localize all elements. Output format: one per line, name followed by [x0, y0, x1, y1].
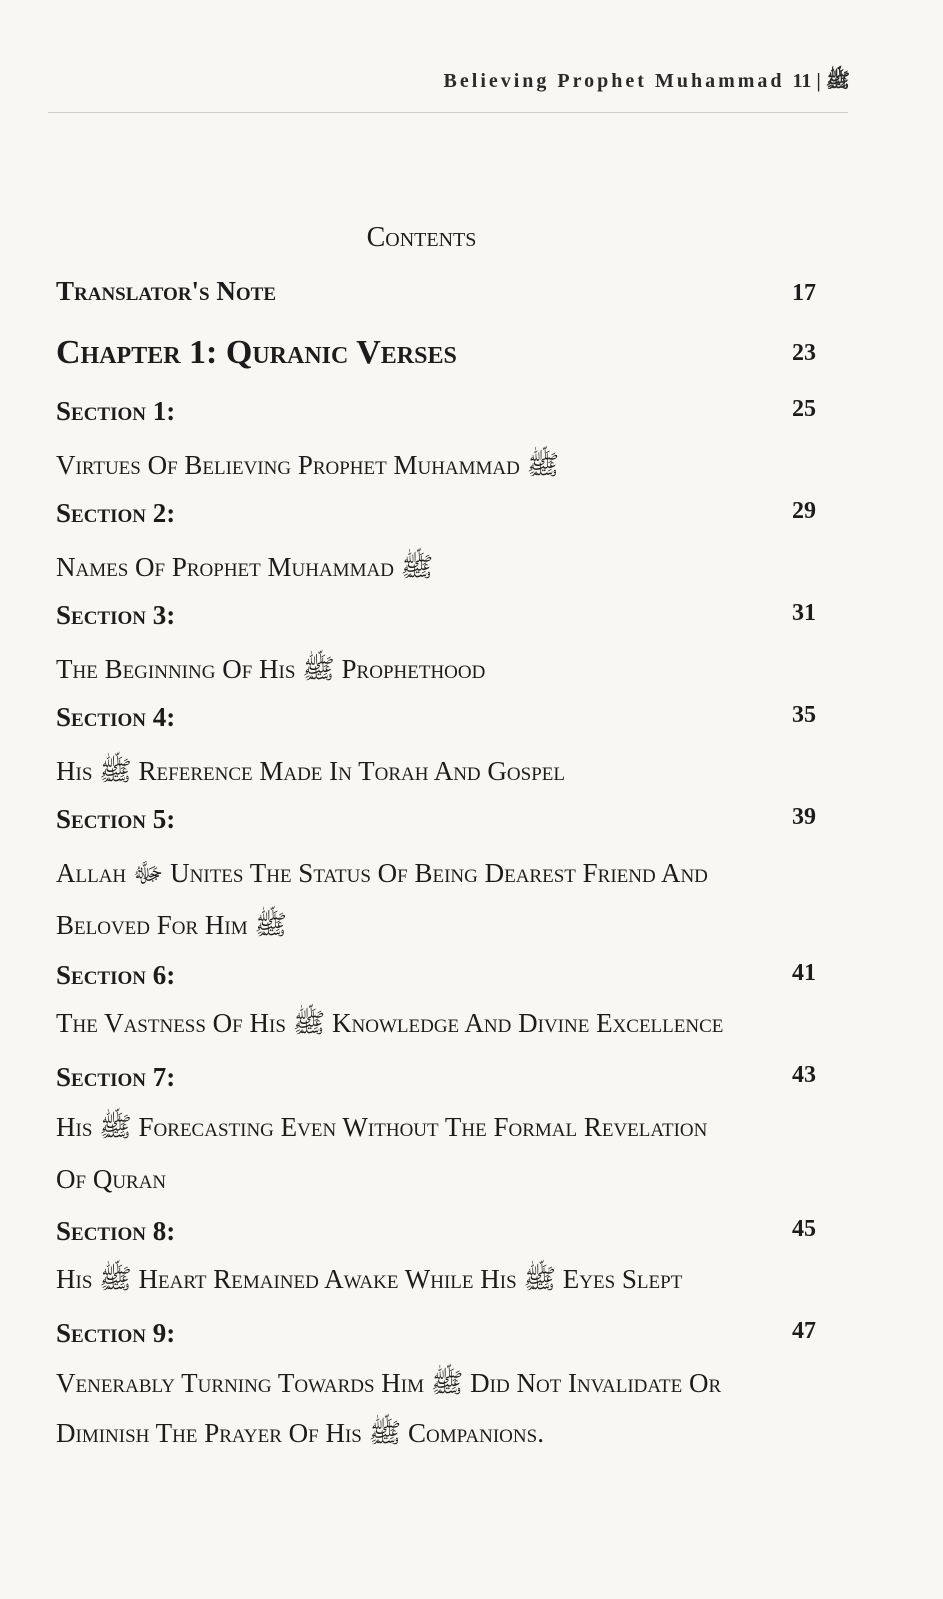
toc-entry-title: [56, 1416, 826, 1456]
entry-title-text: His ﷺ Reference Made In Torah And Gospel: [56, 756, 565, 786]
section-label: Section 5:: [56, 804, 176, 834]
section-label: Section 3:: [56, 600, 176, 630]
entry-title-text: His ﷺ Heart Remained Awake While His ﷺ Eyes Slept: [56, 1264, 683, 1294]
page-number: 25: [792, 396, 816, 422]
toc-entry-section: [56, 804, 826, 835]
page-number: 39: [792, 804, 816, 830]
toc-entry-section: [56, 960, 826, 991]
toc-entry-chapter: [56, 334, 826, 372]
toc-entry-title: [56, 1110, 826, 1150]
entry-title-text: Allah ﷻ Unites The Status Of Being Dearest Friend And: [56, 858, 708, 888]
toc-entry-title: [56, 1006, 826, 1046]
toc-entry-title: [56, 652, 826, 692]
toc-entry-section: [56, 396, 826, 427]
entry-title-text: Beloved For Him ﷺ: [56, 910, 287, 940]
note-label: Translator's Note: [56, 276, 276, 306]
entry-title-text: The Beginning Of His ﷺ Prophethood: [56, 654, 486, 684]
chapter-label: Chapter 1: Quranic Verses: [56, 334, 457, 371]
toc-entry-title: [56, 448, 826, 488]
page-number: 23: [792, 340, 816, 366]
entry-title-text: Virtues Of Believing Prophet Muhammad ﷺ: [56, 450, 560, 480]
header-divider: [48, 112, 848, 113]
running-header: Believing Prophet Muhammad ﷺ | 11: [443, 70, 850, 92]
entry-title-text: Diminish The Prayer Of His ﷺ Companions.: [56, 1418, 544, 1448]
contents-heading: Contents: [366, 222, 477, 253]
page-number: 41: [792, 960, 816, 986]
toc-entry-title: [56, 856, 826, 896]
section-label: Section 2:: [56, 498, 176, 528]
page-number: 17: [792, 280, 816, 306]
page-number: 31: [792, 600, 816, 626]
section-label: Section 7:: [56, 1062, 176, 1092]
section-label: Section 8:: [56, 1216, 176, 1246]
page-number: 43: [792, 1062, 816, 1088]
toc-entry-title: [56, 1262, 826, 1302]
toc-entry-section: [56, 600, 826, 631]
toc-entry-section: [56, 1216, 826, 1247]
toc-entry-section: [56, 1318, 826, 1349]
toc-entry-title: [56, 550, 826, 590]
section-label: Section 9:: [56, 1318, 176, 1348]
entry-title-text: The Vastness Of His ﷺ Knowledge And Divine Excellence: [56, 1008, 724, 1038]
section-label: Section 4:: [56, 702, 176, 732]
entry-title-text: Names Of Prophet Muhammad ﷺ: [56, 552, 434, 582]
toc-entry-note: [56, 276, 826, 307]
toc-entry-section: [56, 702, 826, 733]
entry-title-text: Of Quran: [56, 1164, 167, 1194]
page-number: 29: [792, 498, 816, 524]
page-number: 45: [792, 1216, 816, 1242]
page-number: 35: [792, 702, 816, 728]
entry-title-text: Venerably Turning Towards Him ﷺ Did Not Invalidate Or: [56, 1368, 722, 1398]
toc-entry-section: [56, 1062, 826, 1093]
toc-entry-title: [56, 908, 826, 948]
entry-title-text: His ﷺ Forecasting Even Without The Formal Revelation: [56, 1112, 708, 1142]
section-label: Section 6:: [56, 960, 176, 990]
section-label: Section 1:: [56, 396, 176, 426]
toc-entry-title: [56, 1164, 826, 1195]
toc-entry-title: [56, 1366, 826, 1406]
toc-entry-section: [56, 498, 826, 529]
toc-entry-title: [56, 754, 826, 794]
page-number: 47: [792, 1318, 816, 1344]
